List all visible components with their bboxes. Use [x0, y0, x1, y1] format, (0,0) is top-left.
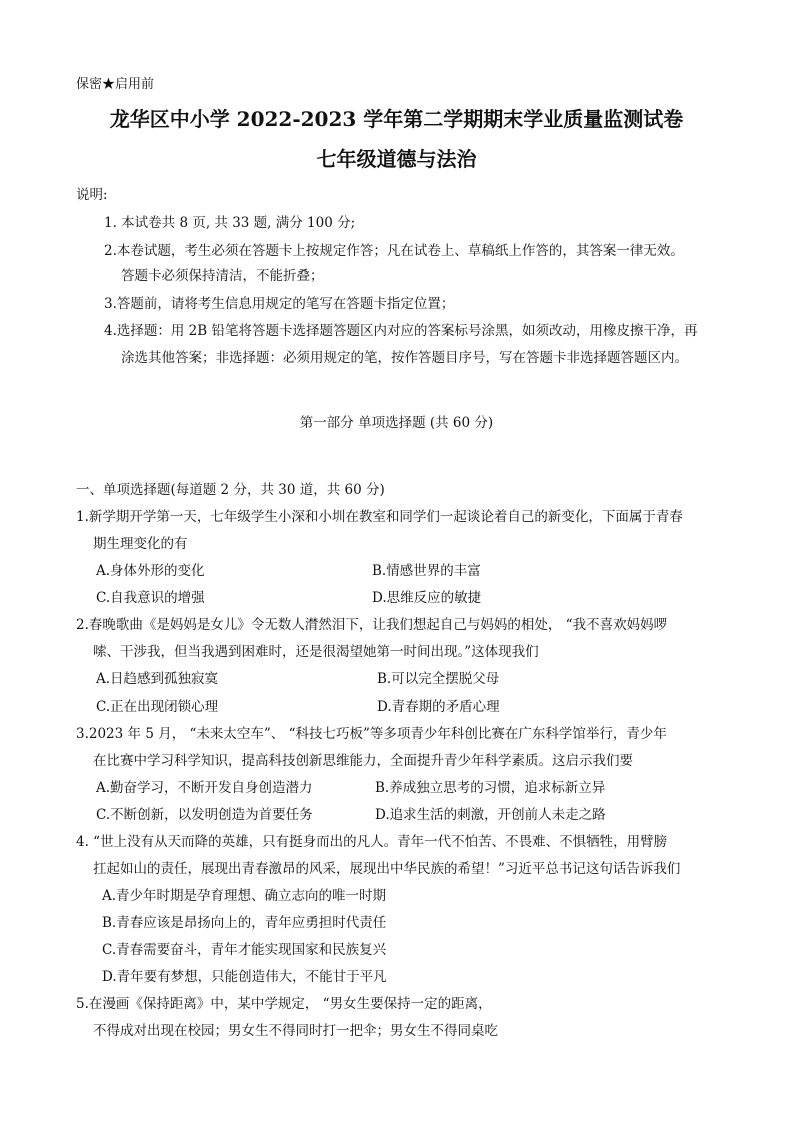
- part1-heading: 第一部分 单项选择题 (共 60 分): [299, 415, 494, 431]
- question-1-option-d: D.思维反应的敏捷: [372, 590, 482, 606]
- question-2-option-d: D.青春期的矛盾心理: [377, 699, 500, 715]
- question-3-option-a: A.勤奋学习，不断开发自身创造潜力: [96, 780, 313, 796]
- instruction-2-cont: 答题卡必须保持清洁，不能折叠；: [121, 268, 324, 284]
- question-3-option-b: B.养成独立思考的习惯，追求标新立异: [375, 780, 606, 796]
- instruction-2: 2.本卷试题，考生必须在答题卡上按规定作答；凡在试卷上、草稿纸上作答的，其答案一律无效。: [104, 243, 684, 259]
- instruction-4-cont: 涂选其他答案；非选择题：必须用规定的笔，按作答题目序号，写在答题卡非选择题答题区内。: [121, 350, 688, 366]
- question-3-option-d: D.追求生活的刺激，开创前人未走之路: [375, 807, 606, 823]
- question-1-option-b: B.情感世界的丰富: [372, 563, 481, 579]
- instruction-3: 3.答题前，请将考生信息用规定的笔写在答题卡指定位置；: [104, 296, 455, 312]
- question-1-text: 1.新学期开学第一天，七年级学生小深和小圳在教室和同学们一起谈论着自己的新变化，下面属于青春: [76, 509, 683, 525]
- question-2-option-b: B.可以完全摆脱父母: [377, 671, 500, 687]
- question-1-text-cont: 期生理变化的有: [93, 536, 188, 552]
- question-4-option-b: B.青春应该是昂扬向上的，青年应勇担时代责任: [102, 915, 387, 931]
- instruction-1: 1. 本试卷共 8 页, 共 33 题, 满分 100 分;: [104, 215, 356, 231]
- question-4-option-c: C.青春需要奋斗，青年才能实现国家和民族复兴: [102, 942, 387, 958]
- exam-subject: 七年级道德与法治: [316, 147, 477, 171]
- exam-title: 龙华区中小学 2022-2023 学年第二学期期末学业质量监测试卷: [109, 107, 684, 131]
- question-4-text: 4. “世上没有从天而降的英雄，只有挺身而出的凡人。青年一代不怕苦、不畏难、不惧牺牲，用臂膀: [76, 834, 668, 850]
- question-4-option-d: D.青年要有梦想，只能创造伟大，不能甘于平凡: [102, 969, 387, 985]
- question-5-text-cont: 不得成对出现在校园；男女生不得同时打一把伞；男女生不得同桌吃: [93, 1023, 498, 1039]
- question-2-option-a: A.日趋感到孤独寂寞: [96, 671, 219, 687]
- question-2-text-cont: 嗦、干涉我，但当我遇到困难时，还是很渴望她第一时间出现。”这体现我们: [93, 644, 539, 660]
- question-1-option-a: A.身体外形的变化: [96, 563, 205, 579]
- question-3-option-c: C.不断创新，以发明创造为首要任务: [96, 807, 313, 823]
- instruction-4: 4.选择题：用 2B 铅笔将答题卡选择题答题区内对应的答案标号涂黑，如须改动，用橡皮擦干净，再: [104, 323, 698, 339]
- question-2-text: 2.春晚歌曲《是妈妈是女儿》令无数人潸然泪下，让我们想起自己与妈妈的相处， “我不喜欢妈妈啰: [76, 617, 668, 633]
- question-3-text: 3.2023 年 5 月， “未来太空车”、 “科技七巧板”等多项青少年科创比赛在广东科学馆举行，青少年: [76, 726, 667, 742]
- instructions-label: 说明:: [76, 187, 108, 203]
- question-5-text: 5.在漫画《保持距离》中，某中学规定， “男女生要保持一定的距离，: [76, 996, 492, 1012]
- question-2-option-c: C.正在出现闭锁心理: [96, 699, 219, 715]
- question-4-option-a: A.青少年时期是孕育理想、确立志向的唯一时期: [102, 888, 387, 904]
- question-1-option-c: C.自我意识的增强: [96, 590, 205, 606]
- question-3-text-cont: 在比赛中学习科学知识，提高科技创新思维能力，全面提升青少年科学素质。这启示我们要: [93, 753, 633, 769]
- section-title: 一、单项选择题(每道题 2 分，共 30 道，共 60 分): [76, 482, 385, 498]
- confidential-label: 保密★启用前: [76, 77, 155, 92]
- question-4-text-cont: 扛起如山的责任，展现出青春激昂的风采，展现出中华民族的希望！”习近平总书记这句话告诉我们: [93, 861, 681, 877]
